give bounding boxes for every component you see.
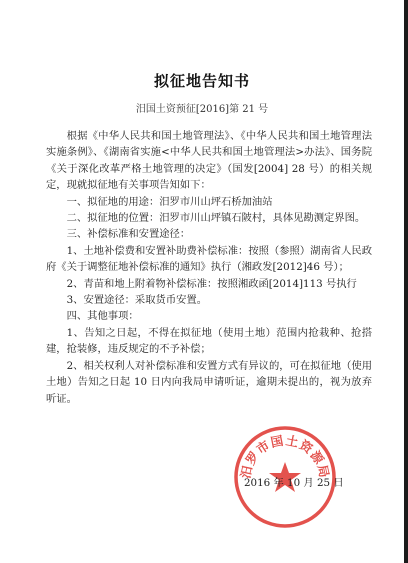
- document-number: 汨国土资预征[2016]第 21 号: [135, 104, 269, 115]
- resettlement-paragraph: 3、安置途径：采取货币安置。: [66, 294, 208, 307]
- compensation-heading: 三、补偿标准和安置途径：: [66, 228, 191, 241]
- other-matters-heading: 四、其他事项：: [66, 310, 139, 323]
- document-date: 2016 年 10 月 25 日: [244, 477, 344, 489]
- document-title: 拟征地告知书: [153, 72, 250, 90]
- land-compensation-paragraph: 1、土地补偿费和安置补助费补偿标准：按照（参照）湖南省人民政府《关于调整征地补偿标准的通知》执行（湘政发[2012]46 号）；: [46, 244, 372, 274]
- location-paragraph: 二、拟征地的位置：汨罗市川山坪镇石陂村，具体见勘测定界图。: [66, 212, 366, 225]
- purpose-paragraph: 一、拟征地的用途：汨罗市川山坪石桥加油站: [66, 195, 273, 208]
- other-matter-1-paragraph: 1、告知之日起，不得在拟征地（使用土地）范围内抢栽种、抢搭建，抢装修，违反规定的不予补偿；: [46, 326, 372, 356]
- document-body: [46, 128, 372, 407]
- crops-compensation-paragraph: 2、青苗和地上附着物补偿标准：按照湘政函[2014]113 号执行: [66, 277, 357, 290]
- other-matter-2-paragraph: 2、相关权利人对补偿标准和安置方式有异议的，可在拟征地（使用土地）告知之日起 10 日内向我局申请听证，逾期未提出的，视为放弃听证。: [46, 359, 372, 405]
- intro-paragraph: 根据《中华人民共和国土地管理法》、《中华人民共和国土地管理法实施条例》、《湖南省实施<中华人民共和国土地管理法>办法》、国务院《关于深化改革严格土地管理的决定》（国发[2004] 28 号）的相关规定，现就拟征地有关事项告知如下：: [46, 130, 372, 192]
- seal-text: 汨罗市国土资源局: [237, 432, 333, 480]
